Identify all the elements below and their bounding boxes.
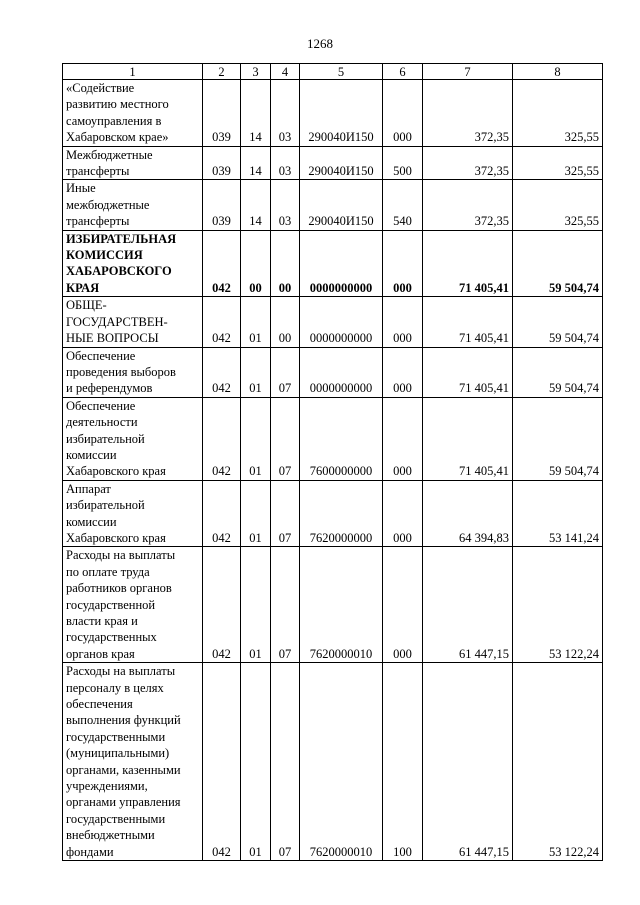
header-cell-4: 4	[271, 64, 300, 80]
amount-1-cell: 71 405,41	[423, 347, 513, 397]
row-name-cell: Расходы на выплаты по оплате труда работников органов государственной власти края и государственных органов края	[63, 547, 203, 663]
subsection-cell: 07	[271, 547, 300, 663]
section-cell: 01	[241, 297, 271, 347]
admin-code-cell: 042	[203, 397, 241, 480]
row-name-cell: Обеспечение деятельности избирательной комиссии Хабаровского края	[63, 397, 203, 480]
amount-1-cell: 372,35	[423, 180, 513, 230]
amount-1-cell: 372,35	[423, 146, 513, 180]
table-row	[63, 180, 603, 230]
subsection-cell: 07	[271, 663, 300, 861]
expense-type-cell: 500	[383, 146, 423, 180]
subsection-cell: 03	[271, 146, 300, 180]
section-cell: 01	[241, 547, 271, 663]
subsection-cell: 07	[271, 347, 300, 397]
admin-code-cell: 042	[203, 230, 241, 297]
amount-2-cell: 59 504,74	[513, 397, 603, 480]
table-row	[63, 297, 603, 347]
amount-2-cell: 53 122,24	[513, 547, 603, 663]
admin-code-cell: 039	[203, 146, 241, 180]
amount-1-cell: 71 405,41	[423, 230, 513, 297]
budget-table	[62, 63, 603, 861]
page-number: 1268	[307, 36, 333, 51]
header-cell-6: 6	[383, 64, 423, 80]
row-name-cell: Иные межбюджетные трансферты	[63, 180, 203, 230]
expense-type-cell: 000	[383, 397, 423, 480]
section-cell: 14	[241, 146, 271, 180]
header-cell-8: 8	[513, 64, 603, 80]
admin-code-cell: 039	[203, 80, 241, 147]
table-row	[63, 663, 603, 861]
amount-2-cell: 59 504,74	[513, 230, 603, 297]
expense-type-cell: 000	[383, 297, 423, 347]
expense-type-cell: 000	[383, 230, 423, 297]
expense-type-cell: 000	[383, 347, 423, 397]
table-row	[63, 480, 603, 547]
amount-1-cell: 61 447,15	[423, 663, 513, 861]
row-name-cell: ИЗБИРАТЕЛЬНАЯ КОМИССИЯ ХАБАРОВСКОГО КРАЯ	[63, 230, 203, 297]
section-cell: 01	[241, 347, 271, 397]
table-row	[63, 146, 603, 180]
header-cell-2: 2	[203, 64, 241, 80]
amount-2-cell: 325,55	[513, 146, 603, 180]
target-article-cell: 7620000010	[300, 547, 383, 663]
section-cell: 14	[241, 80, 271, 147]
expense-type-cell: 000	[383, 547, 423, 663]
target-article-cell: 0000000000	[300, 347, 383, 397]
subsection-cell: 00	[271, 230, 300, 297]
header-cell-5: 5	[300, 64, 383, 80]
target-article-cell: 290040И150	[300, 180, 383, 230]
admin-code-cell: 042	[203, 347, 241, 397]
amount-2-cell: 59 504,74	[513, 297, 603, 347]
row-name-cell: Аппарат избирательной комиссии Хабаровского края	[63, 480, 203, 547]
row-name-cell: ОБЩЕ- ГОСУДАРСТВЕН- НЫЕ ВОПРОСЫ	[63, 297, 203, 347]
amount-2-cell: 325,55	[513, 180, 603, 230]
section-cell: 00	[241, 230, 271, 297]
target-article-cell: 290040И150	[300, 80, 383, 147]
admin-code-cell: 042	[203, 547, 241, 663]
expense-type-cell: 540	[383, 180, 423, 230]
amount-1-cell: 71 405,41	[423, 397, 513, 480]
amount-1-cell: 61 447,15	[423, 547, 513, 663]
subsection-cell: 03	[271, 180, 300, 230]
admin-code-cell: 042	[203, 663, 241, 861]
row-name-cell: «Содействие развитию местного самоуправления в Хабаровском крае»	[63, 80, 203, 147]
row-name-cell: Межбюджетные трансферты	[63, 146, 203, 180]
row-name-cell: Расходы на выплаты персоналу в целях обеспечения выполнения функций государственными (муниципальными) органами, казенными учреждениями, органами управления государственными внебюджетными фондами	[63, 663, 203, 861]
target-article-cell: 290040И150	[300, 146, 383, 180]
table-row	[63, 397, 603, 480]
table-row	[63, 230, 603, 297]
target-article-cell: 7620000010	[300, 663, 383, 861]
table-row	[63, 547, 603, 663]
subsection-cell: 07	[271, 397, 300, 480]
subsection-cell: 03	[271, 80, 300, 147]
header-cell-7: 7	[423, 64, 513, 80]
target-article-cell: 7620000000	[300, 480, 383, 547]
admin-code-cell: 042	[203, 480, 241, 547]
row-name-cell: Обеспечение проведения выборов и референдумов	[63, 347, 203, 397]
admin-code-cell: 042	[203, 297, 241, 347]
section-cell: 14	[241, 180, 271, 230]
amount-2-cell: 53 141,24	[513, 480, 603, 547]
section-cell: 01	[241, 480, 271, 547]
admin-code-cell: 039	[203, 180, 241, 230]
section-cell: 01	[241, 397, 271, 480]
expense-type-cell: 000	[383, 80, 423, 147]
header-cell-3: 3	[241, 64, 271, 80]
header-cell-1: 1	[63, 64, 203, 80]
amount-1-cell: 372,35	[423, 80, 513, 147]
table-row	[63, 347, 603, 397]
subsection-cell: 07	[271, 480, 300, 547]
target-article-cell: 0000000000	[300, 230, 383, 297]
amount-2-cell: 53 122,24	[513, 663, 603, 861]
header-row	[63, 64, 603, 80]
section-cell: 01	[241, 663, 271, 861]
amount-2-cell: 325,55	[513, 80, 603, 147]
expense-type-cell: 000	[383, 480, 423, 547]
amount-1-cell: 64 394,83	[423, 480, 513, 547]
amount-1-cell: 71 405,41	[423, 297, 513, 347]
amount-2-cell: 59 504,74	[513, 347, 603, 397]
target-article-cell: 0000000000	[300, 297, 383, 347]
subsection-cell: 00	[271, 297, 300, 347]
target-article-cell: 7600000000	[300, 397, 383, 480]
table-row	[63, 80, 603, 147]
expense-type-cell: 100	[383, 663, 423, 861]
